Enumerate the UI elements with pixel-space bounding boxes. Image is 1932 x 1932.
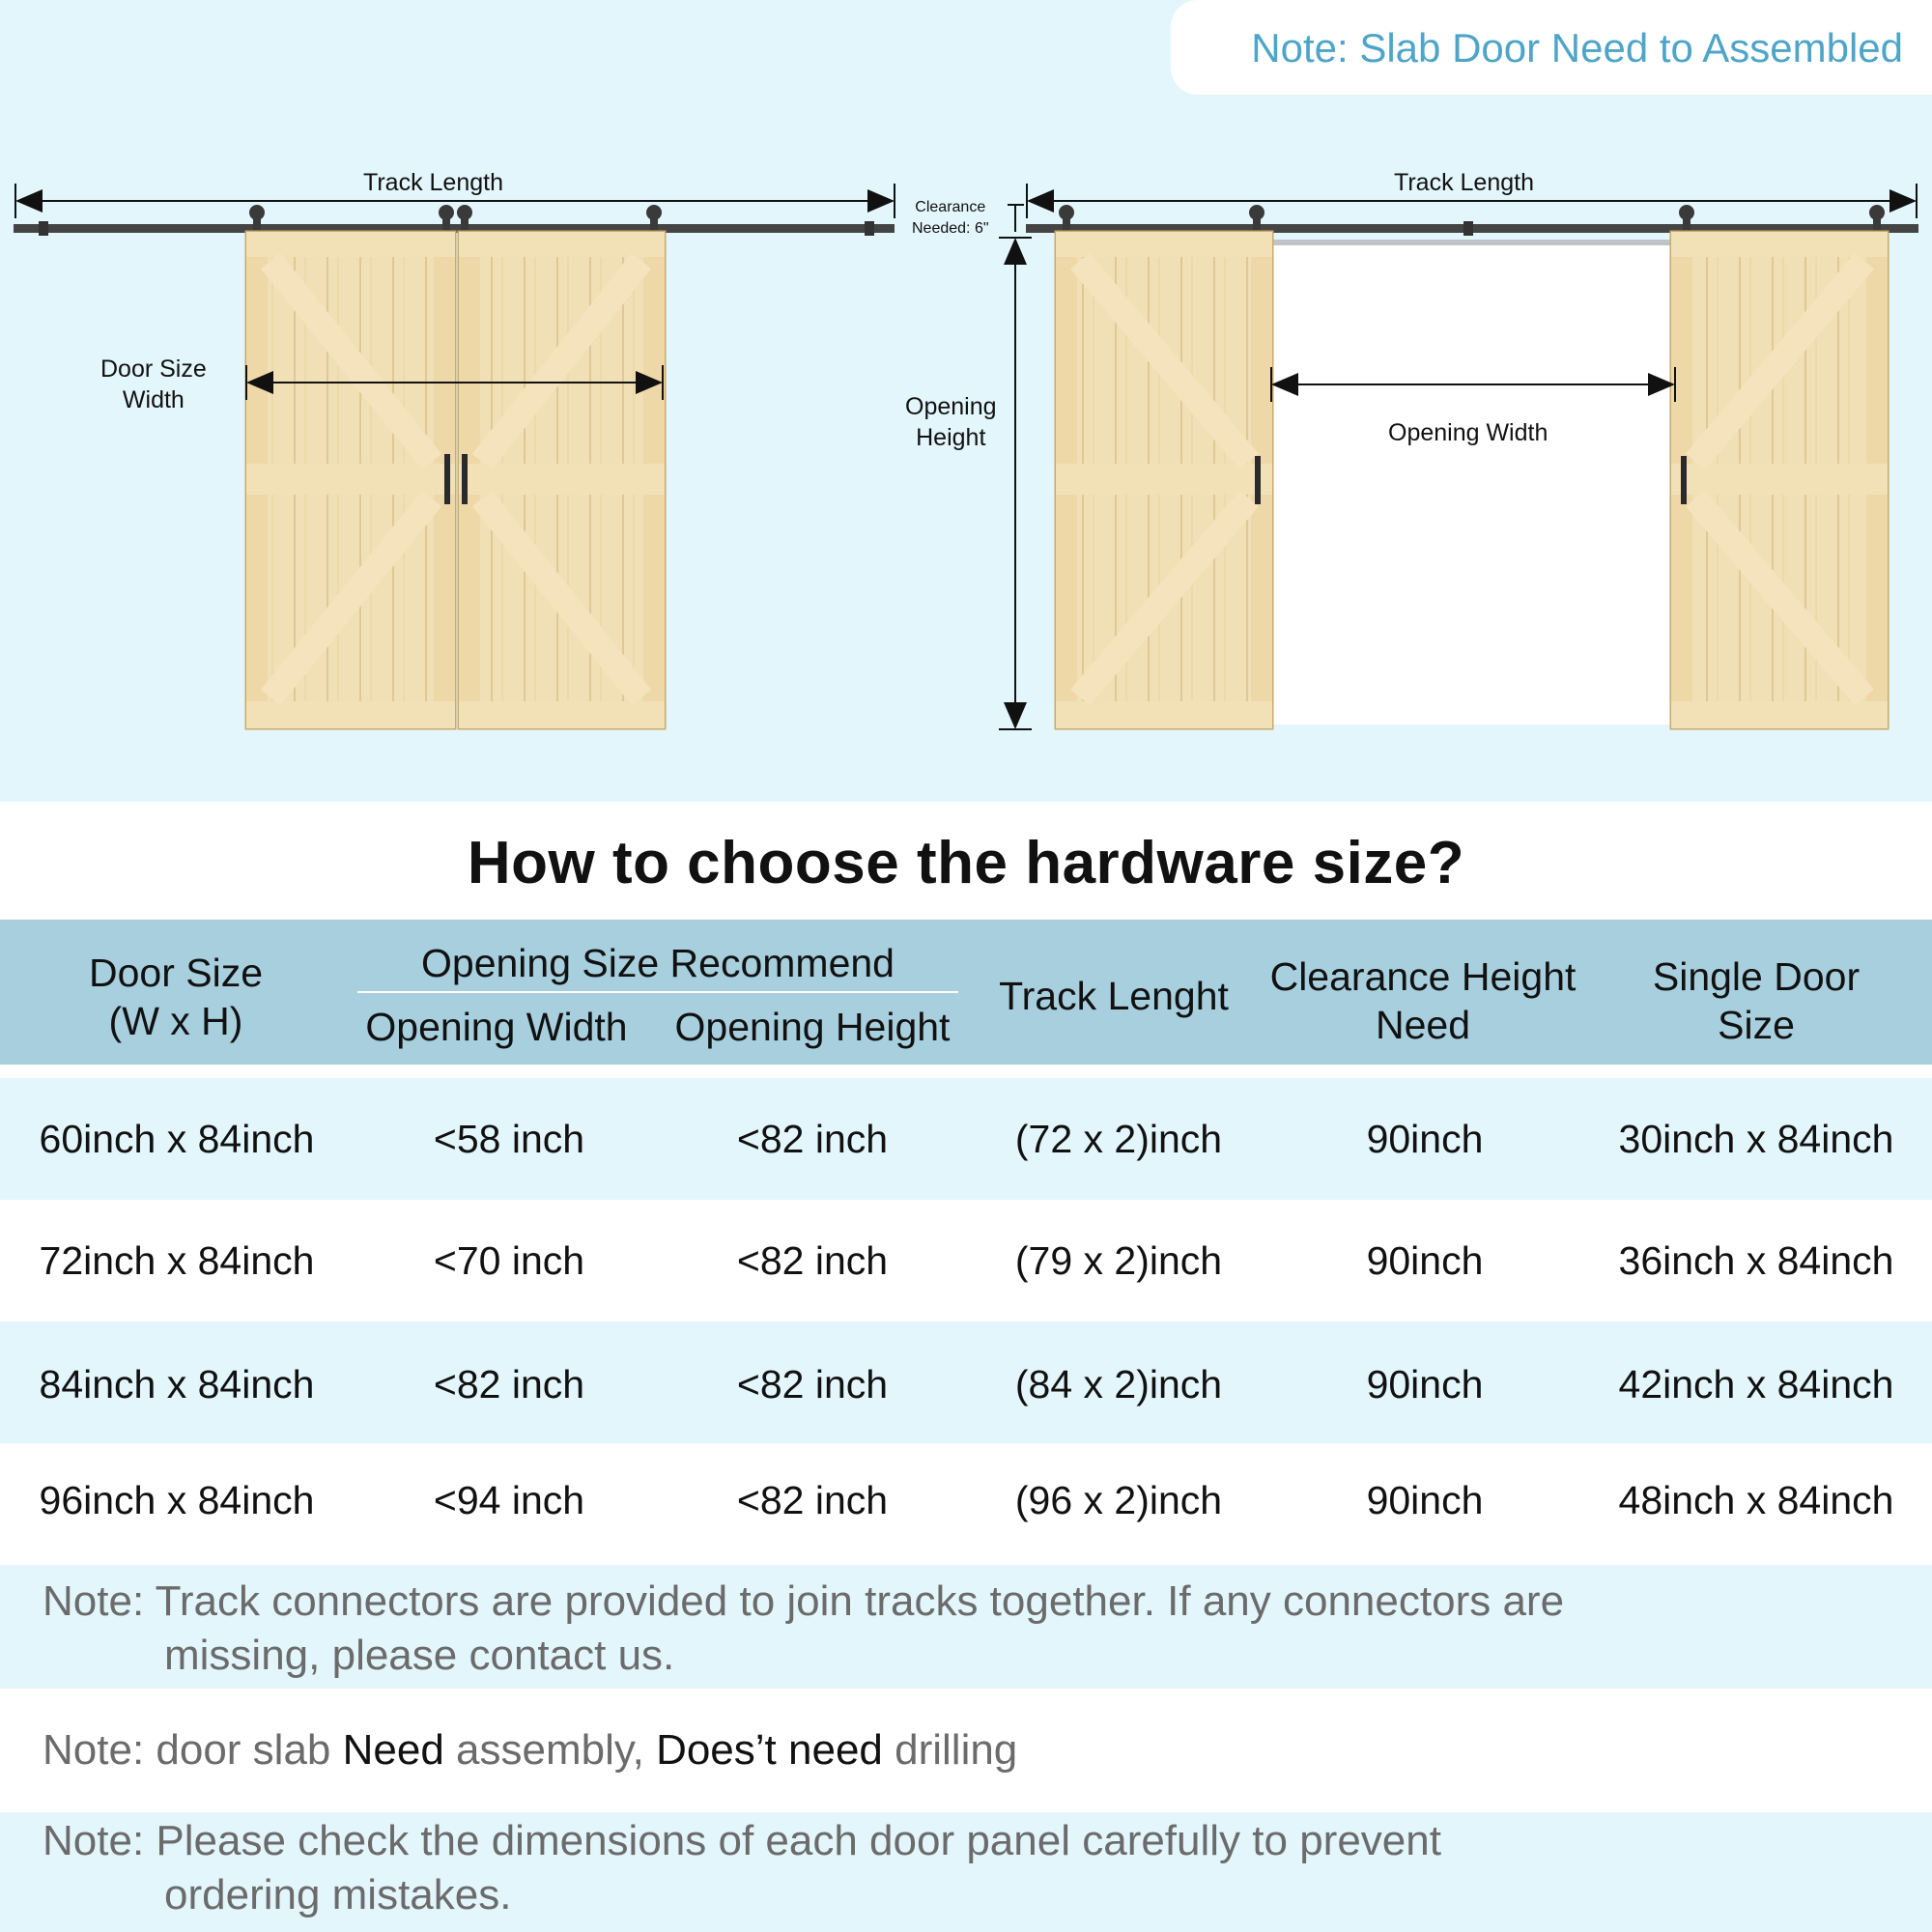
header-clearance: Clearance Height Need [1269, 954, 1577, 1047]
header-opening-group: Opening Size Recommend [421, 941, 895, 985]
header-single-door: Single Door Size [1652, 954, 1861, 1047]
door-panel-left-b [459, 232, 665, 728]
track-length-label-right: Track Length [1394, 169, 1534, 196]
cell-clearance: 90inch [1366, 1362, 1484, 1406]
handle-icon [1681, 456, 1687, 504]
note-check-dimensions: Note: Please check the dimensions of each door panel carefully to prevent ordering mistakes. [0, 1812, 1932, 1932]
opening-height-label: Opening Height [905, 393, 997, 451]
left-double-door [246, 232, 665, 728]
header-door-size: Door Size (W x H) [88, 951, 263, 1043]
header-divider [357, 991, 958, 993]
table-row [0, 1321, 1932, 1443]
cell-opening-height: <82 inch [736, 1362, 889, 1406]
right-door-b [1671, 232, 1888, 728]
note-assembly: Note: door slab Need assembly, Does’t need drilling [0, 1689, 1932, 1812]
top-note-text: Note: Slab Door Need to Assembled [1251, 25, 1903, 71]
cell-door-size: 60inch x 84inch [39, 1117, 315, 1161]
cell-opening-width: <58 inch [433, 1117, 585, 1161]
cell-door-size: 96inch x 84inch [39, 1478, 315, 1522]
cell-single-door: 48inch x 84inch [1618, 1478, 1894, 1522]
cell-clearance: 90inch [1366, 1478, 1484, 1522]
cell-opening-width: <70 inch [433, 1238, 585, 1283]
handle-icon [444, 454, 450, 504]
wall-opening [1267, 240, 1677, 724]
door-size-width-label: Door Size Width [100, 355, 207, 413]
cell-clearance: 90inch [1366, 1117, 1484, 1161]
cell-door-size: 72inch x 84inch [39, 1238, 315, 1283]
note-track-connectors: Note: Track connectors are provided to join tracks together. If any connectors are missing, please contact us. [0, 1565, 1932, 1689]
header-opening-height: Opening Height [674, 1005, 951, 1049]
right-door-a [1056, 232, 1272, 728]
cell-opening-height: <82 inch [736, 1117, 889, 1161]
cell-opening-height: <82 inch [736, 1238, 889, 1283]
cell-opening-width: <82 inch [433, 1362, 585, 1406]
handle-icon [462, 454, 468, 504]
cell-clearance: 90inch [1366, 1238, 1484, 1283]
header-gap [0, 1065, 1932, 1078]
header-opening-width: Opening Width [365, 1005, 628, 1049]
cell-door-size: 84inch x 84inch [39, 1362, 315, 1406]
page-title: How to choose the hardware size? [467, 830, 1465, 896]
door-panel-left-a [246, 232, 455, 728]
table-row [0, 1443, 1932, 1565]
table-row [0, 1200, 1932, 1321]
cell-opening-height: <82 inch [736, 1478, 889, 1522]
header-track-length: Track Lenght [999, 974, 1229, 1018]
clearance-needed-label: Clearance Needed: 6" [912, 199, 989, 237]
cell-single-door: 42inch x 84inch [1618, 1362, 1894, 1406]
table-row [0, 1078, 1932, 1200]
cell-track-length: (79 x 2)inch [1014, 1238, 1223, 1283]
cell-track-length: (72 x 2)inch [1014, 1117, 1223, 1161]
cell-track-length: (96 x 2)inch [1014, 1478, 1223, 1522]
track-length-label-left: Track Length [363, 169, 503, 196]
cell-single-door: 30inch x 84inch [1618, 1117, 1894, 1161]
cell-opening-width: <94 inch [433, 1478, 585, 1522]
opening-width-label: Opening Width [1388, 419, 1548, 446]
cell-track-length: (84 x 2)inch [1014, 1362, 1223, 1406]
cell-single-door: 36inch x 84inch [1618, 1238, 1894, 1283]
handle-icon [1255, 456, 1261, 504]
table-header [0, 920, 1932, 1065]
